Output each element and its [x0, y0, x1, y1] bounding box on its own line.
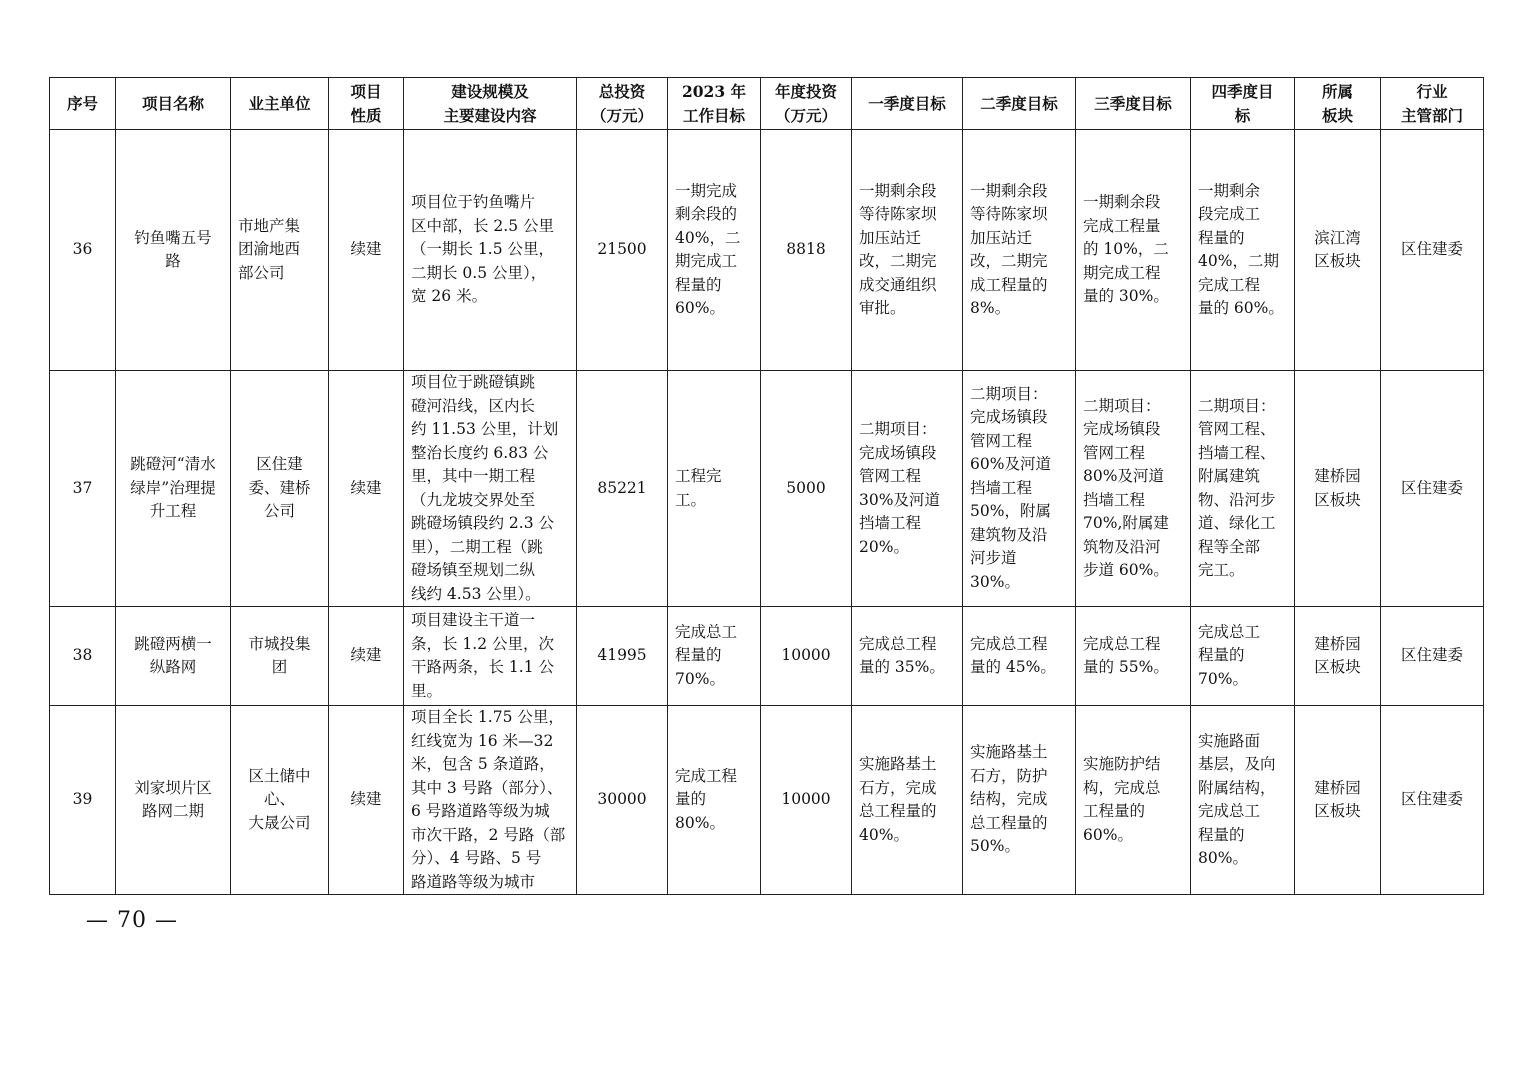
- cell-scope: 项目全长 1.75 公里， 红线宽为 16 米—32 米，包含 5 条道路， 其中 3 号路（部分）、 6 号路道路等级为城 市次干路，2 号路（部 分）、4 号路、5 号 路道路等级为城市: [404, 706, 577, 895]
- header-sector: 所属 板块: [1295, 78, 1381, 130]
- header-2023-goal: 2023 年 工作目标: [668, 78, 761, 130]
- cell-q1: 实施路基土 石方，完成 总工程量的 40%。: [852, 706, 963, 895]
- cell-q1: 一期剩余段 等待陈家坝 加压站迁 改，二期完 成交通组织 审批。: [852, 130, 963, 371]
- cell-q2: 二期项目： 完成场镇段 管网工程 60%及河道 挡墙工程 50%，附属 建筑物及沿 河步道 30%。: [963, 371, 1076, 607]
- cell-annual-investment: 10000: [761, 607, 852, 706]
- project-table: [49, 77, 1484, 895]
- cell-2023-goal: 工程完 工。: [668, 371, 761, 607]
- cell-department: 区住建委: [1381, 371, 1484, 607]
- cell-owner: 市地产集 团渝地西 部公司: [231, 130, 329, 371]
- cell-owner: 区住建 委、建桥 公司: [231, 371, 329, 607]
- cell-q4: 二期项目： 管网工程、 挡墙工程、 附属建筑 物、沿河步 道、绿化工 程等全部 完工。: [1191, 371, 1295, 607]
- cell-2023-goal: 完成总工 程量的 70%。: [668, 607, 761, 706]
- header-q3: 三季度目标: [1076, 78, 1191, 130]
- cell-department: 区住建委: [1381, 607, 1484, 706]
- table-row: [50, 607, 1484, 706]
- cell-sector: 建桥园 区板块: [1295, 706, 1381, 895]
- cell-annual-investment: 8818: [761, 130, 852, 371]
- cell-q2: 完成总工程 量的 45%。: [963, 607, 1076, 706]
- cell-2023-goal: 一期完成 剩余段的 40%，二 期完成工 程量的 60%。: [668, 130, 761, 371]
- cell-nature: 续建: [329, 607, 404, 706]
- table-row: [50, 371, 1484, 607]
- cell-nature: 续建: [329, 371, 404, 607]
- cell-q3: 一期剩余段 完成工程量 的 10%，二 期完成工程 量的 30%。: [1076, 130, 1191, 371]
- cell-department: 区住建委: [1381, 706, 1484, 895]
- cell-total-investment: 30000: [577, 706, 668, 895]
- header-department: 行业 主管部门: [1381, 78, 1484, 130]
- header-total-investment: 总投资 （万元）: [577, 78, 668, 130]
- cell-nature: 续建: [329, 706, 404, 895]
- cell-q4: 完成总工 程量的 70%。: [1191, 607, 1295, 706]
- cell-q1: 完成总工程 量的 35%。: [852, 607, 963, 706]
- cell-q2: 实施路基土 石方，防护 结构，完成 总工程量的 50%。: [963, 706, 1076, 895]
- header-row: [50, 78, 1484, 130]
- cell-project-name: 钓鱼嘴五号 路: [116, 130, 231, 371]
- cell-nature: 续建: [329, 130, 404, 371]
- cell-q3: 二期项目： 完成场镇段 管网工程 80%及河道 挡墙工程 70%,附属建 筑物及沿河 步道 60%。: [1076, 371, 1191, 607]
- header-scope: 建设规模及 主要建设内容: [404, 78, 577, 130]
- cell-total-investment: 41995: [577, 607, 668, 706]
- cell-total-investment: 21500: [577, 130, 668, 371]
- table-row: [50, 706, 1484, 895]
- cell-owner: 市城投集 团: [231, 607, 329, 706]
- header-q1: 一季度目标: [852, 78, 963, 130]
- cell-q3: 实施防护结 构，完成总 工程量的 60%。: [1076, 706, 1191, 895]
- cell-scope: 项目建设主干道一 条，长 1.2 公里，次 干路两条，长 1.1 公 里。: [404, 607, 577, 706]
- cell-q4: 一期剩余 段完成工 程量的 40%，二期 完成工程 量的 60%。: [1191, 130, 1295, 371]
- header-nature: 项目 性质: [329, 78, 404, 130]
- cell-serial: 39: [50, 706, 116, 895]
- cell-serial: 38: [50, 607, 116, 706]
- cell-serial: 36: [50, 130, 116, 371]
- cell-department: 区住建委: [1381, 130, 1484, 371]
- header-serial: 序号: [50, 78, 116, 130]
- cell-annual-investment: 10000: [761, 706, 852, 895]
- cell-2023-goal: 完成工程 量的 80%。: [668, 706, 761, 895]
- cell-sector: 滨江湾 区板块: [1295, 130, 1381, 371]
- cell-q3: 完成总工程 量的 55%。: [1076, 607, 1191, 706]
- cell-project-name: 刘家坝片区 路网二期: [116, 706, 231, 895]
- cell-project-name: 跳磴两横一 纵路网: [116, 607, 231, 706]
- cell-annual-investment: 5000: [761, 371, 852, 607]
- header-project-name: 项目名称: [116, 78, 231, 130]
- header-annual-investment: 年度投资 （万元）: [761, 78, 852, 130]
- header-q2: 二季度目标: [963, 78, 1076, 130]
- cell-q2: 一期剩余段 等待陈家坝 加压站迁 改，二期完 成工程量的 8%。: [963, 130, 1076, 371]
- cell-q1: 二期项目： 完成场镇段 管网工程 30%及河道 挡墙工程 20%。: [852, 371, 963, 607]
- cell-owner: 区土储中 心、 大晟公司: [231, 706, 329, 895]
- cell-q4: 实施路面 基层，及向 附属结构， 完成总工 程量的 80%。: [1191, 706, 1295, 895]
- page-number: — 70 —: [86, 908, 178, 933]
- cell-project-name: 跳磴河“清水 绿岸”治理提 升工程: [116, 371, 231, 607]
- cell-sector: 建桥园 区板块: [1295, 371, 1381, 607]
- cell-scope: 项目位于钓鱼嘴片 区中部，长 2.5 公里 （一期长 1.5 公里， 二期长 0.5 公里）， 宽 26 米。: [404, 130, 577, 371]
- cell-scope: 项目位于跳磴镇跳 磴河沿线，区内长 约 11.53 公里，计划 整治长度约 6.83 公 里，其中一期工程 （九龙坡交界处至 跳磴场镇段约 2.3 公 里），二期工程（跳 磴场镇至规划二纵 线约 4.53 公里）。: [404, 371, 577, 607]
- cell-serial: 37: [50, 371, 116, 607]
- table-row: [50, 130, 1484, 371]
- header-q4: 四季度目 标: [1191, 78, 1295, 130]
- cell-sector: 建桥园 区板块: [1295, 607, 1381, 706]
- header-owner: 业主单位: [231, 78, 329, 130]
- cell-total-investment: 85221: [577, 371, 668, 607]
